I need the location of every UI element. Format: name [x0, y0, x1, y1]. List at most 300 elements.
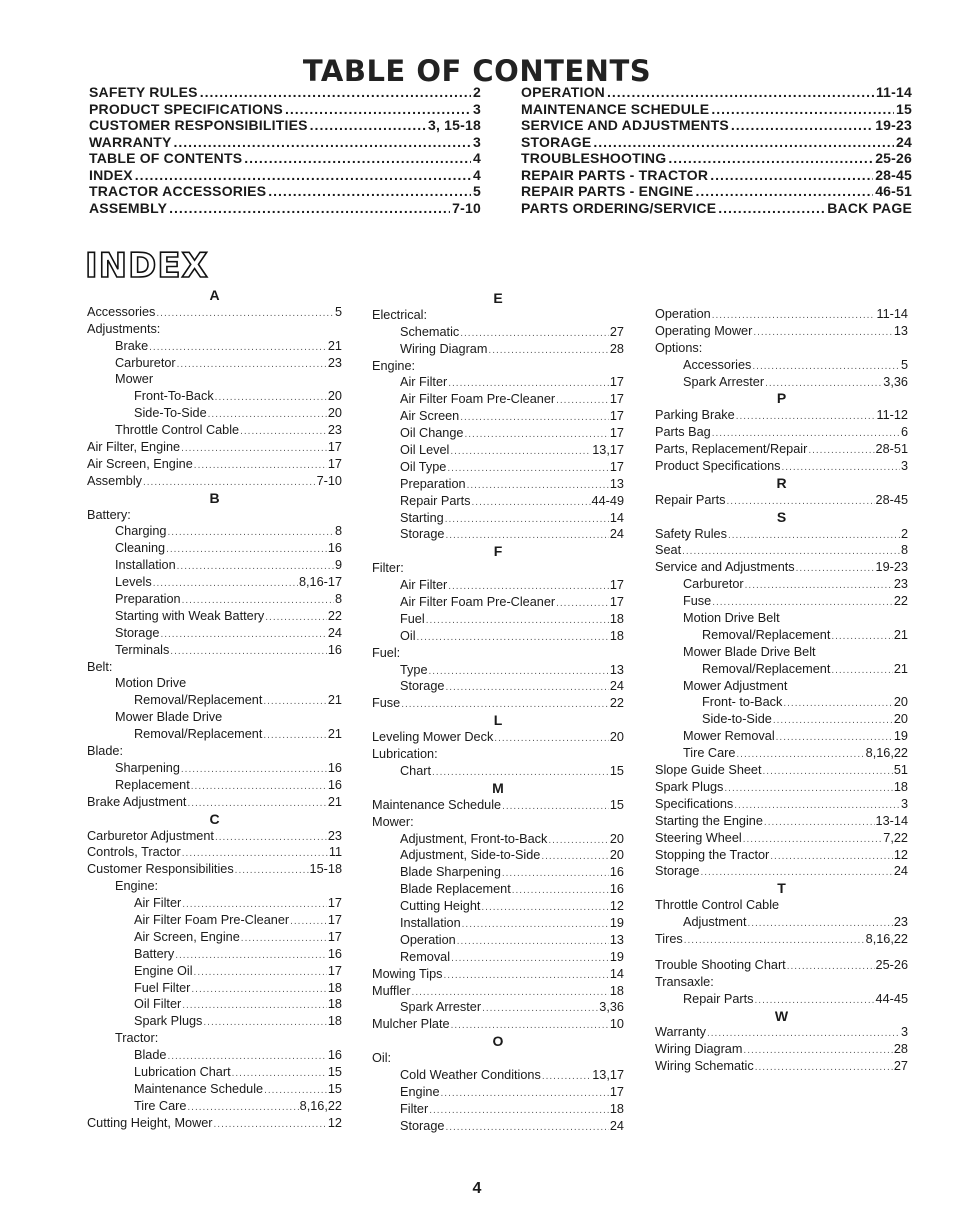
index-entry: [87, 388, 342, 405]
dot-leader: [191, 982, 326, 999]
index-entry-label: Parking Brake: [655, 408, 735, 423]
index-entry: [372, 374, 624, 391]
index-entry: [87, 625, 342, 642]
index-entry: [372, 746, 624, 763]
index-entry: [655, 306, 908, 323]
dot-leader: [447, 461, 609, 478]
index-entry-label: Service and Adjustments: [655, 560, 795, 575]
index-entry-label: Blade Replacement: [400, 882, 511, 897]
dot-leader: [290, 914, 327, 931]
index-entry-label: Fuse: [372, 696, 401, 711]
toc-label: ASSEMBLY: [89, 199, 168, 216]
index-entry-label: Air Filter: [134, 896, 182, 911]
index-entry-label: Fuel: [400, 611, 425, 626]
index-entry-label: Parts Bag: [655, 425, 711, 440]
index-entry: [87, 439, 342, 456]
dot-leader: [445, 528, 608, 545]
index-entry-label: Removal/Replacement: [702, 627, 831, 642]
index-entry-label: Parts, Replacement/Repair: [655, 442, 808, 457]
index-entry: [655, 678, 908, 695]
index-entry: [372, 358, 624, 375]
index-entry: [655, 340, 908, 357]
index-entry-page: 3: [900, 459, 908, 474]
index-entry-label: Removal/Replacement: [134, 693, 263, 708]
index-entry: [372, 341, 624, 358]
index-entry: [372, 966, 624, 983]
dot-leader: [241, 931, 327, 948]
index-entry-label: Air Filter Foam Pre-Cleaner: [134, 912, 290, 927]
index-entry-label: Wiring Diagram: [655, 1042, 743, 1057]
index-entry: [372, 949, 624, 966]
index-entry-page: 19: [609, 949, 624, 964]
index-entry: [87, 963, 342, 980]
toc-page: 25-26: [875, 150, 912, 166]
index-entry-label: Brake Adjustment: [87, 794, 187, 809]
index-title: INDEX: [85, 246, 209, 286]
index-entry-page: 18: [327, 997, 342, 1012]
index-entry: [87, 794, 342, 811]
index-entry: [655, 847, 908, 864]
index-entry-label: Spark Arrester: [683, 374, 765, 389]
index-entry-label: Battery:: [87, 507, 131, 522]
index-entry: [87, 422, 342, 439]
index-entry-page: 18: [327, 980, 342, 995]
dot-leader: [782, 460, 900, 477]
index-entry-page: 17: [327, 963, 342, 978]
index-entry-label: Storage: [655, 864, 700, 879]
dot-leader: [502, 866, 609, 883]
index-entry-label: Mower:: [372, 814, 414, 829]
dot-leader: [429, 1103, 609, 1120]
dot-leader: [728, 528, 900, 545]
index-entry-label: Throttle Control Cable: [115, 423, 240, 438]
index-entry: [372, 1101, 624, 1118]
dot-leader: [783, 696, 893, 713]
dot-leader: [244, 150, 471, 167]
index-entry-label: Safety Rules: [655, 526, 727, 541]
index-column-3: [655, 306, 908, 1075]
index-entry-label: Adjustment, Side-to-Side: [400, 848, 541, 863]
index-entry-label: Mowing Tips: [372, 966, 443, 981]
index-entry: [372, 932, 624, 949]
index-entry-label: Lubrication:: [372, 747, 438, 762]
index-entry-page: 22: [893, 594, 908, 609]
toc-label: CUSTOMER RESPONSIBILITIES: [89, 117, 308, 133]
index-entry-page: 23: [327, 355, 342, 370]
index-entry-page: 3,36: [883, 374, 908, 389]
index-entry-label: Motion Drive: [115, 676, 187, 691]
toc-label: MAINTENANCE SCHEDULE: [521, 100, 710, 117]
index-entry: [87, 675, 342, 692]
index-entry-page: 20: [893, 695, 908, 710]
index-entry: [87, 929, 342, 946]
index-entry-label: Front-To-Back: [134, 389, 214, 404]
index-entry-page: 20: [609, 730, 624, 745]
index-entry-label: Type: [400, 662, 428, 677]
toc-label: OPERATION: [521, 84, 605, 100]
dot-leader: [556, 596, 609, 613]
dot-leader: [773, 713, 893, 730]
index-entry-label: Filter:: [372, 561, 404, 576]
dot-leader: [268, 183, 471, 200]
dot-leader: [745, 578, 893, 595]
index-entry: [372, 1084, 624, 1101]
index-entry: [87, 1013, 342, 1030]
dot-leader: [429, 664, 609, 681]
index-entry-page: 16: [327, 642, 342, 657]
index-entry-label: Side-To-Side: [134, 406, 207, 421]
index-entry-page: 44-49: [591, 493, 624, 508]
dot-leader: [668, 150, 873, 167]
index-entry-page: 17: [327, 896, 342, 911]
dot-leader: [464, 427, 608, 444]
index-entry-label: Engine:: [372, 358, 416, 373]
dot-leader: [457, 934, 609, 951]
dot-leader: [263, 694, 327, 711]
index-entry-page: 18: [609, 1101, 624, 1116]
index-entry-page: 16: [609, 882, 624, 897]
index-entry-label: Warranty: [655, 1025, 706, 1040]
index-entry-page: 20: [327, 389, 342, 404]
index-entry: [87, 692, 342, 709]
index-entry-label: Starting with Weak Battery: [115, 608, 265, 623]
toc-row: [89, 134, 481, 151]
dot-leader: [143, 475, 316, 492]
index-entry-label: Accessories: [87, 304, 156, 319]
index-entry-page: 18: [609, 611, 624, 626]
dot-leader: [607, 84, 874, 101]
index-entry-label: Oil Change: [400, 426, 464, 441]
index-entry: [655, 661, 908, 678]
index-entry-page: 24: [609, 527, 624, 542]
index-entry: [655, 762, 908, 779]
dot-leader: [460, 410, 609, 427]
toc-label: SERVICE AND ADJUSTMENTS: [521, 117, 729, 133]
index-entry: [372, 425, 624, 442]
index-entry: [87, 1081, 342, 1098]
index-letter-heading: A: [209, 287, 220, 303]
page-number: 4: [472, 1180, 482, 1197]
index-entry: [655, 711, 908, 728]
index-entry: [655, 323, 908, 340]
index-entry-label: Engine:: [115, 879, 159, 894]
dot-leader: [235, 863, 309, 880]
toc-page: 4: [473, 150, 481, 166]
dot-leader: [214, 1117, 327, 1134]
index-entry-page: 5: [334, 304, 342, 319]
index-entry: [372, 459, 624, 476]
index-entry-page: 17: [327, 912, 342, 927]
dot-leader: [166, 542, 327, 559]
index-entry: [87, 355, 342, 372]
index-entry-label: Mower Removal: [683, 729, 775, 744]
index-entry: [372, 881, 624, 898]
toc-row: [521, 84, 912, 101]
index-entry-page: 16: [327, 1048, 342, 1063]
index-entry: [655, 1024, 908, 1041]
index-entry: [655, 694, 908, 711]
index-entry: [372, 831, 624, 848]
index-letter-heading: B: [209, 489, 220, 506]
index-entry: [655, 424, 908, 441]
index-entry: [372, 645, 624, 662]
dot-leader: [770, 849, 893, 866]
toc-page: BACK PAGE: [827, 199, 912, 216]
toc-page: 3: [473, 100, 481, 117]
dot-leader: [763, 764, 893, 781]
dot-leader: [752, 359, 900, 376]
index-letter-heading: O: [492, 1033, 504, 1050]
index-entry-label: Repair Parts: [400, 493, 471, 508]
index-entry-label: Stopping the Tractor: [655, 847, 770, 862]
index-entry: [655, 407, 908, 424]
index-entry-label: Mower: [115, 372, 154, 387]
index-entry-page: 20: [609, 848, 624, 863]
dot-leader: [695, 183, 873, 200]
dot-leader: [194, 458, 327, 475]
index-entry-label: Throttle Control Cable: [655, 898, 780, 913]
index-entry-label: Removal/Replacement: [702, 661, 831, 676]
dot-leader: [727, 494, 875, 511]
index-entry-label: Air Filter: [400, 375, 448, 390]
index-entry-label: Mower Adjustment: [683, 678, 788, 693]
dot-leader: [263, 728, 327, 745]
index-entry: [372, 1050, 624, 1067]
index-entry-label: Electrical:: [372, 307, 427, 322]
toc-page: 3: [473, 133, 481, 150]
dot-leader: [736, 409, 876, 426]
index-entry-page: 17: [609, 426, 624, 441]
dot-leader: [711, 101, 894, 118]
index-entry: [655, 728, 908, 745]
index-entry: [372, 915, 624, 932]
index-entry-label: Options:: [655, 340, 703, 355]
index-entry: [87, 861, 342, 878]
index-entry-page: 14: [609, 510, 624, 525]
index-entry: [87, 574, 342, 591]
dot-leader: [401, 697, 609, 714]
index-entry-page: 51: [893, 763, 908, 778]
index-entry-label: Carburetor Adjustment: [87, 828, 214, 843]
index-entry: [87, 743, 342, 760]
index-entry-label: Repair Parts: [655, 492, 726, 507]
index-entry: [655, 627, 908, 644]
index-entry-label: Storage: [115, 625, 160, 640]
index-entry: [372, 678, 624, 695]
index-entry-page: 28-51: [875, 442, 908, 457]
toc-label: TROUBLESHOOTING: [521, 150, 667, 166]
dot-leader: [432, 765, 609, 782]
index-entry-page: 8,16,22: [865, 746, 908, 761]
dot-leader: [796, 561, 875, 578]
index-entry-label: Mower Blade Drive Belt: [683, 644, 816, 659]
index-entry-page: 6: [900, 425, 908, 440]
index-entry-page: 2: [900, 526, 908, 541]
dot-leader: [310, 117, 426, 134]
dot-leader: [187, 796, 326, 813]
index-entry: [372, 797, 624, 814]
index-entry-page: 22: [609, 696, 624, 711]
index-entry: [655, 1041, 908, 1058]
index-entry: [87, 405, 342, 422]
dot-leader: [542, 1069, 591, 1086]
index-entry: [372, 408, 624, 425]
index-entry-page: 15: [609, 797, 624, 812]
toc-page: 24: [896, 133, 912, 150]
index-entry-page: 25-26: [875, 957, 908, 972]
index-entry: [372, 662, 624, 679]
index-entry-label: Controls, Tractor: [87, 845, 181, 860]
index-entry-label: Storage: [400, 527, 445, 542]
index-entry-label: Terminals: [115, 642, 170, 657]
index-entry-label: Blade:: [87, 744, 123, 759]
index-entry-label: Blade Sharpening: [400, 865, 501, 880]
index-entry-label: Steering Wheel: [655, 830, 742, 845]
index-entry-label: Cold Weather Conditions: [400, 1067, 541, 1082]
toc-page: 5: [473, 183, 481, 199]
toc-label: REPAIR PARTS - TRACTOR: [521, 166, 709, 183]
index-entry-page: 28: [893, 1042, 908, 1057]
index-entry: [655, 991, 908, 1008]
index-entry: [372, 983, 624, 1000]
index-entry-label: Mower Blade Drive: [115, 710, 223, 725]
index-entry: [372, 898, 624, 915]
toc-label: STORAGE: [521, 133, 592, 150]
index-entry: [655, 357, 908, 374]
index-entry: [87, 608, 342, 625]
toc-page: 15: [896, 100, 912, 117]
index-entry-label: Operating Mower: [655, 323, 753, 338]
index-entry-page: 3: [900, 1025, 908, 1040]
index-entry-page: 12: [609, 899, 624, 914]
dot-leader: [502, 799, 609, 816]
dot-leader: [194, 965, 327, 982]
index-entry-page: 3,36: [599, 1000, 624, 1015]
index-entry-label: Fuel Filter: [134, 980, 191, 995]
dot-leader: [240, 424, 327, 441]
toc-row: [89, 183, 481, 200]
dot-leader: [451, 951, 609, 968]
dot-leader: [755, 993, 875, 1010]
index-entry-label: Removal/Replacement: [134, 727, 263, 742]
index-entry-page: 17: [609, 459, 624, 474]
index-entry-page: 23: [893, 577, 908, 592]
dot-leader: [593, 134, 894, 151]
dot-leader: [156, 306, 334, 323]
index-entry-label: Transaxle:: [655, 974, 714, 989]
dot-leader: [548, 833, 609, 850]
toc-row: [521, 101, 912, 118]
dot-leader: [450, 444, 591, 461]
dot-leader: [160, 627, 326, 644]
index-entry: [655, 914, 908, 931]
index-entry: [87, 1030, 342, 1047]
index-entry: [655, 830, 908, 847]
index-entry-page: 13: [893, 323, 908, 338]
toc-row: [521, 200, 912, 217]
index-entry-page: 13,17: [592, 1067, 624, 1082]
index-entry: [372, 695, 624, 712]
index-entry: [655, 863, 908, 880]
index-entry-page: 13: [609, 932, 624, 947]
dot-leader: [472, 495, 591, 512]
index-entry-page: 24: [609, 679, 624, 694]
dot-leader: [285, 101, 471, 118]
dot-leader: [494, 731, 609, 748]
index-entry: [87, 996, 342, 1013]
toc-row: [89, 200, 481, 217]
index-entry-label: Filter: [400, 1101, 429, 1116]
index-entry-label: Accessories: [683, 357, 752, 372]
index-entry: [372, 1118, 624, 1135]
index-entry-page: 23: [893, 915, 908, 930]
index-entry-label: Spark Arrester: [400, 1000, 482, 1015]
index-entry: [87, 557, 342, 574]
dot-leader: [731, 117, 873, 134]
toc-row: [89, 101, 481, 118]
index-entry-page: 16: [327, 777, 342, 792]
index-entry-page: 20: [327, 406, 342, 421]
index-entry-page: 28-45: [875, 492, 908, 507]
index-entry: [372, 560, 624, 577]
index-entry: [87, 844, 342, 861]
index-letter-heading: E: [493, 290, 503, 306]
index-entry: [372, 476, 624, 493]
dot-leader: [831, 663, 893, 680]
index-entry: [372, 442, 624, 459]
index-entry: [87, 456, 342, 473]
index-entry: [655, 610, 908, 627]
index-entry-page: 21: [893, 627, 908, 642]
index-entry-page: 24: [327, 625, 342, 640]
index-entry-page: 17: [609, 375, 624, 390]
index-entry-page: 17: [609, 1084, 624, 1099]
index-entry-label: Brake: [115, 338, 149, 353]
dot-leader: [181, 441, 327, 458]
index-entry-label: Charging: [115, 524, 167, 539]
index-entry: [372, 493, 624, 510]
index-entry-page: 21: [327, 794, 342, 809]
index-entry-label: Oil Type: [400, 459, 447, 474]
index-entry-label: Starting the Engine: [655, 813, 763, 828]
index-entry-label: Blade: [134, 1048, 167, 1063]
index-entry: [372, 864, 624, 881]
index-entry-label: Preparation: [400, 476, 466, 491]
index-entry-label: Oil Filter: [134, 997, 182, 1012]
index-entry: [655, 526, 908, 543]
index-entry-label: Adjustment: [683, 915, 747, 930]
index-entry-page: 8: [334, 524, 342, 539]
index-entry-label: Specifications: [655, 796, 734, 811]
index-entry-label: Fuel:: [372, 645, 401, 660]
index-entry-label: Battery: [134, 946, 175, 961]
index-entry-page: 5: [900, 357, 908, 372]
dot-leader: [743, 1043, 892, 1060]
index-entry-page: 13-14: [875, 813, 908, 828]
index-entry-page: 23: [327, 828, 342, 843]
toc-label: TRACTOR ACCESSORIES: [89, 183, 267, 199]
index-entry-label: Cleaning: [115, 541, 166, 556]
index-entry-label: Trouble Shooting Chart: [655, 957, 786, 972]
index-entry-page: 17: [609, 409, 624, 424]
dot-leader: [451, 1018, 609, 1035]
index-entry-page: 17: [609, 392, 624, 407]
index-entry: [87, 473, 342, 490]
dot-leader: [808, 443, 874, 460]
index-entry-page: 14: [609, 966, 624, 981]
index-entry-label: Tractor:: [115, 1031, 159, 1046]
index-column-2: [372, 290, 624, 1135]
